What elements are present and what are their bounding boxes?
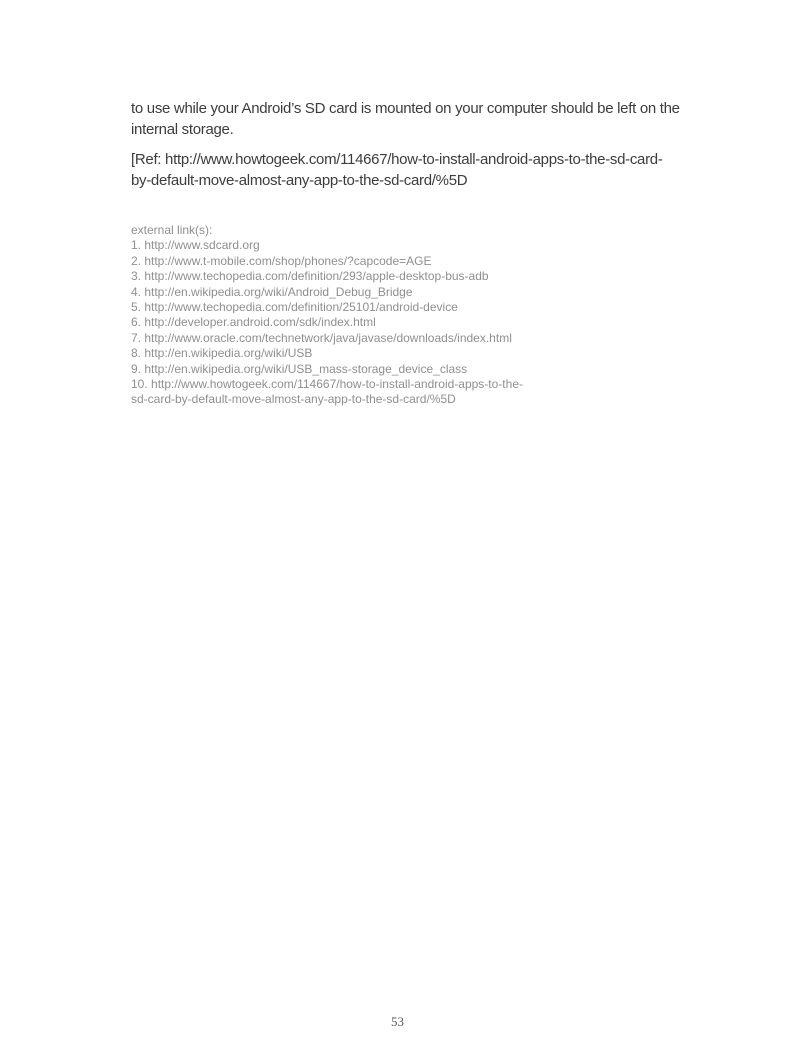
page-content <box>131 98 691 408</box>
external-link-line: 8. http://en.wikipedia.org/wiki/USB <box>131 346 313 361</box>
paragraph-line: [Ref: http://www.howtogeek.com/114667/how-to-install-android-apps-to-the-sd-card- <box>131 151 663 168</box>
external-link-line: 6. http://developer.android.com/sdk/index.html <box>131 315 376 330</box>
page-number: 53 <box>391 1014 404 1029</box>
paragraph-line: internal storage. <box>131 121 234 138</box>
external-links-section <box>131 223 691 408</box>
external-link-line-continuation: sd-card-by-default-move-almost-any-app-to-the-sd-card/%5D <box>131 392 456 407</box>
external-link-line: 9. http://en.wikipedia.org/wiki/USB_mass-storage_device_class <box>131 361 468 376</box>
paragraph-line: by-default-move-almost-any-app-to-the-sd-card/%5D <box>131 172 468 189</box>
external-link-line: 3. http://www.techopedia.com/definition/293/apple-desktop-bus-adb <box>131 269 489 284</box>
external-link-line: 2. http://www.t-mobile.com/shop/phones/?capcode=AGE <box>131 253 432 268</box>
external-link-line: 1. http://www.sdcard.org <box>131 238 260 253</box>
ref-paragraph <box>131 149 691 191</box>
body-paragraph <box>131 98 691 140</box>
paragraph-line: to use while your Android’s SD card is mounted on your computer should be left on the <box>131 100 680 117</box>
external-link-line: 10. http://www.howtogeek.com/114667/how-to-install-android-apps-to-the- <box>131 377 523 392</box>
external-link-line: 7. http://www.oracle.com/technetwork/java/javase/downloads/index.html <box>131 330 512 345</box>
external-link-line: 5. http://www.techopedia.com/definition/25101/android-device <box>131 300 458 315</box>
external-links-heading: external link(s): <box>131 223 213 237</box>
external-link-line: 4. http://en.wikipedia.org/wiki/Android_Debug_Bridge <box>131 284 413 299</box>
